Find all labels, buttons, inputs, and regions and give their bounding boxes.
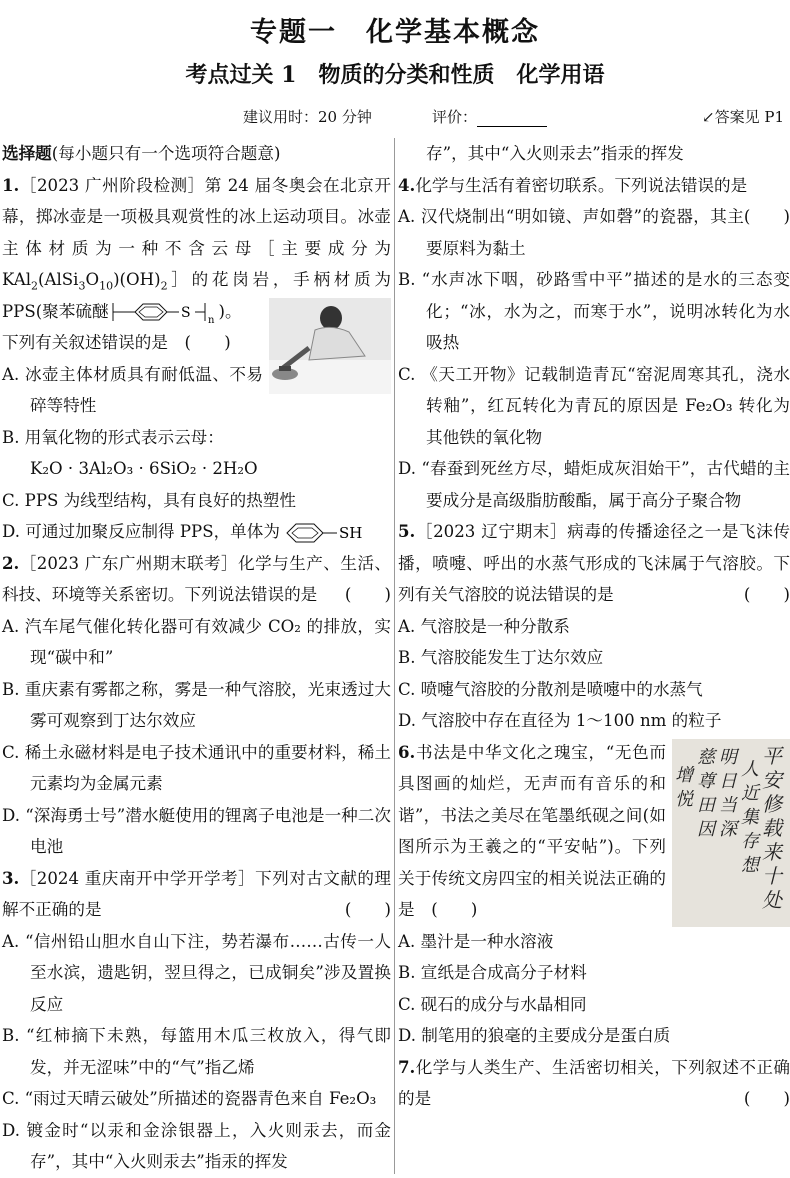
answer-paren[interactable]: ( ) — [184, 333, 231, 352]
question-5-number: 5. — [398, 521, 416, 541]
question-7-stem — [398, 1052, 790, 1115]
q1-option-b[interactable]: B. 用氧化物的形式表示云母： — [2, 427, 224, 447]
q3-option-b[interactable]: B. “红柿摘下未熟，每篮用木瓜三枚放入，得气即发，并无涩味”中的“气”指乙烯 — [2, 1026, 391, 1077]
calligraphy-glyph: 尊 — [697, 770, 715, 792]
question-4 — [398, 170, 790, 517]
q2-option-b[interactable]: B. 重庆素有雾都之称，雾是一种气溶胶，光束透过大雾可观察到丁达尔效应 — [2, 679, 391, 730]
calligraphy-glyph: 十 — [762, 863, 782, 888]
rating-blank[interactable] — [477, 110, 547, 127]
question-1 — [2, 170, 391, 548]
q4-option-c[interactable]: C. 《天工开物》记载制造青瓦“窑泥周寒其孔，浇水转釉”，红瓦转化为青瓦的原因是 Fe₂O₃ 转化为其他铁的氧化物 — [398, 364, 790, 447]
calligraphy-glyph: 来 — [762, 839, 782, 864]
question-5 — [398, 516, 790, 737]
q1-stem-part: ［2023 广州阶段检测］第 24 届冬奥会在北京开幕，掷冰壶是一项极具观赏性的冰上运动项目。冰壶主体材质为一种不含云母［主要成分为 KAl — [2, 175, 391, 289]
q1-stem-part: ］的花岗岩，手柄材质为 PPS(聚苯硫醚 — [2, 270, 391, 321]
q1-stem-part: O — [85, 270, 100, 289]
q3-stem-text: ［2024 重庆南开中学开学考］下列对古文献的理解不正确的是 — [2, 868, 391, 919]
q1-option-c[interactable]: C. PPS 为线型结构，具有良好的热塑性 — [2, 490, 296, 510]
question-4-stem — [398, 170, 790, 226]
calligraphy-glyph: 明 — [719, 746, 737, 768]
q1-stem-part: )(OH) — [113, 270, 161, 289]
calligraphy-glyph: 因 — [697, 818, 715, 840]
question-4-number: 4. — [398, 174, 416, 195]
question-6-number: 6. — [398, 741, 416, 762]
answer-paren[interactable]: ( ) — [344, 585, 391, 604]
q4-option-d[interactable]: D. “春蚕到死丝方尽，蜡炬成灰泪始干”，古代蜡的主要成分是高级脂肪酸酯，属于高分子聚合物 — [398, 459, 790, 510]
sh-label: SH — [339, 523, 363, 542]
right-column — [398, 138, 790, 1115]
calligraphy-glyph: 存 — [741, 830, 759, 852]
question-3 — [2, 863, 391, 1171]
q1-option-d-text: D. 可通过加聚反应制得 PPS，单体为 — [2, 522, 280, 541]
q2-option-d[interactable]: D. “深海勇士号”潜水艇使用的锂离子电池是一种二次电池 — [2, 805, 391, 856]
calligraphy-glyph: 集 — [741, 806, 759, 828]
section-note: (每小题只有一个选项符合题意) — [51, 144, 281, 163]
q6-option-b[interactable]: B. 宣纸是合成高分子材料 — [398, 963, 587, 982]
calligraphy-glyph: 载 — [762, 815, 782, 840]
q1-sub: 2 — [160, 279, 168, 293]
answer-ref-label: 答案见 P1 — [714, 108, 784, 126]
answer-ref[interactable] — [702, 106, 784, 127]
q4-option-a[interactable]: A. 汉代烧制出“明如镜、声如磬”的瓷器，其主要原料为黏土 — [398, 207, 744, 258]
q2-option-a[interactable]: A. 汽车尾气催化转化器可有效减少 CO₂ 的排放，实现“碳中和” — [2, 616, 391, 667]
answer-paren[interactable]: ( ) — [743, 1089, 790, 1108]
calligraphy-glyph: 慈 — [697, 746, 715, 768]
page-subtitle: 考点过关 1 物质的分类和性质 化学用语 — [185, 62, 605, 88]
question-7-number: 7. — [398, 1056, 416, 1077]
q3-option-d-continued: 存”，其中“入火则汞去”指汞的挥发 — [426, 144, 684, 163]
q6-stem-text: 书法是中华文化之瑰宝，“无色而具图画的灿烂，无声而有音乐的和谐”，书法之美尽在笔墨纸砚之间(如图所示为王羲之的“平安帖”)。下列关于传统文房四宝的相关说法正确的是 — [398, 742, 666, 919]
calligraphy-glyph: 增 — [675, 764, 693, 786]
answer-paren[interactable]: ( ) — [743, 585, 790, 604]
q4-stem-text: 化学与生活有着密切联系。下列说法错误的是 — [415, 175, 748, 195]
pps-s-label: S — [180, 305, 191, 321]
arrow-icon: ↙ — [702, 108, 715, 126]
q6-option-a[interactable]: A. 墨汁是一种水溶液 — [398, 931, 554, 951]
q5-stem-text: ［2023 辽宁期末］病毒的传播途径之一是飞沫传播，喷嚏、呼出的水蒸气形成的飞沫属于气溶胶。下列有关气溶胶的说法错误的是 — [398, 522, 790, 604]
calligraphy-glyph: 近 — [741, 782, 759, 804]
q2-option-c[interactable]: C. 稀土永磁材料是电子技术通讯中的重要材料，稀土元素均为金属元素 — [2, 742, 391, 793]
q1-stem-part: )。 — [218, 301, 242, 321]
q7-stem-text: 化学与人类生产、生活密切相关，下列叙述不正确的是 — [398, 1057, 790, 1108]
question-2 — [2, 548, 391, 863]
section-heading — [2, 138, 391, 170]
rating-field — [432, 106, 547, 127]
pps-n-label: n — [207, 315, 214, 326]
calligraphy-glyph: 当 — [719, 794, 737, 816]
calligraphy-glyph: 深 — [719, 818, 737, 840]
q2-stem-text: ［2023 广东广州期末联考］化学与生产、生活、科技、环境等关系密切。下列说法错误的是 — [2, 553, 391, 604]
calligraphy-glyph: 人 — [741, 758, 759, 780]
answer-paren[interactable]: ( ) — [431, 900, 478, 919]
info-bar — [0, 106, 790, 130]
calligraphy-glyph: 日 — [719, 770, 737, 792]
q1-option-a[interactable]: A. 冰壶主体材质具有耐低温、不易碎等特性 — [2, 364, 263, 415]
q6-option-d[interactable]: D. 制笔用的狼毫的主要成分是蛋白质 — [398, 1026, 671, 1045]
q1-stem-part: 下列有关叙述错误的是 — [2, 333, 168, 352]
q1-sub: 3 — [78, 279, 86, 293]
calligraphy-glyph: 安 — [762, 767, 782, 792]
question-1-number: 1. — [2, 174, 20, 195]
q1-stem-part: (AlSi — [38, 270, 79, 289]
q6-option-c[interactable]: C. 砚石的成分与水晶相同 — [398, 994, 587, 1014]
q3-option-c[interactable]: C. “雨过天晴云破处”所描述的瓷器青色来自 Fe₂O₃ — [2, 1089, 377, 1108]
calligraphy-glyph: 悦 — [675, 788, 693, 810]
thiophenol-structure — [285, 520, 365, 546]
calligraphy-glyph: 修 — [762, 791, 782, 816]
q5-option-c[interactable]: C. 喷嚏气溶胶的分散剂是喷嚏中的水蒸气 — [398, 679, 703, 699]
q5-option-a[interactable]: A. 气溶胶是一种分散系 — [398, 616, 570, 636]
question-2-number: 2. — [2, 552, 20, 573]
q1-sub: 2 — [31, 279, 39, 293]
curling-photo — [269, 298, 391, 394]
calligraphy-glyph: 想 — [741, 854, 759, 876]
section-label: 选择题 — [2, 143, 52, 163]
q1-option-d[interactable] — [2, 516, 391, 548]
question-7 — [398, 1052, 790, 1115]
column-divider — [394, 138, 395, 1174]
calligraphy-image — [672, 739, 790, 927]
question-1-stem — [2, 170, 391, 359]
q1-sub: 10 — [99, 279, 114, 293]
page-title: 专题一 化学基本概念 — [250, 17, 540, 48]
q1-option-b-formula: K₂O · 3Al₂O₃ · 6SiO₂ · 2H₂O — [30, 459, 258, 478]
q5-option-d[interactable]: D. 气溶胶中存在直径为 1～100 nm 的粒子 — [398, 711, 722, 730]
calligraphy-glyph: 平 — [762, 743, 782, 768]
q3-option-a[interactable]: A. “信州铅山胆水自山下注，势若瀑布……古传一人至水滨，遗匙钥，翌旦得之，已成铜矣”涉及置换反应 — [2, 931, 391, 1014]
q3-option-d[interactable]: D. 镀金时“以汞和金涂银器上，入火则汞去，而金存”，其中“入火则汞去”指汞的挥发 — [2, 1120, 391, 1171]
suggested-time: 建议用时：20 分钟 — [243, 108, 372, 126]
calligraphy-glyph: 田 — [697, 794, 715, 816]
pps-structure — [109, 300, 219, 324]
q5-option-b[interactable]: B. 气溶胶能发生丁达尔效应 — [398, 648, 604, 667]
question-3-stem — [2, 863, 391, 926]
answer-paren[interactable]: ( ) — [344, 900, 391, 919]
question-3-number: 3. — [2, 867, 20, 888]
q4-option-b[interactable]: B. “水声冰下咽，砂路雪中平”描述的是水的三态变化；“冰，水为之，而寒于水”，说明冰转化为水吸热 — [398, 270, 790, 352]
calligraphy-glyph: 处 — [762, 887, 782, 912]
question-2-stem — [2, 548, 391, 611]
rating-label: 评价： — [432, 108, 478, 126]
question-6 — [398, 737, 790, 1052]
answer-paren[interactable]: ( ) — [743, 207, 790, 226]
left-column — [2, 138, 391, 1171]
question-5-stem — [398, 516, 790, 611]
